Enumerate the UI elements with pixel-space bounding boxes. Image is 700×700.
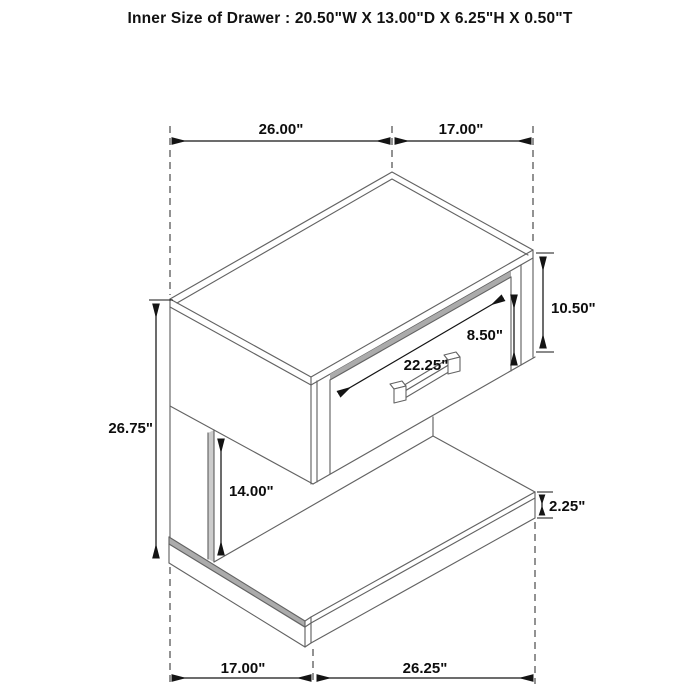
side-support-panel — [170, 406, 214, 562]
cabinet-left-face — [170, 299, 313, 484]
dim-base-thickness — [537, 492, 585, 518]
dim-top-width — [172, 121, 390, 141]
nightstand-drawing — [169, 172, 535, 647]
dim-drawer-front-height-label: 8.50" — [466, 327, 503, 344]
dim-shelf-clearance — [221, 439, 274, 555]
page-title: Inner Size of Drawer : 20.50"W X 13.00"D X 6.25"H X 0.50"T — [127, 10, 573, 27]
handle-right-post-front — [448, 357, 460, 374]
dim-base-front-width — [317, 660, 533, 678]
dim-cabinet-height-label: 10.50" — [551, 300, 596, 317]
dim-base-side-depth — [172, 660, 311, 678]
dim-top-depth-label: 17.00" — [438, 121, 484, 138]
dim-overall-height-label: 26.75" — [108, 420, 153, 437]
cabinet-top-bevel — [177, 179, 528, 303]
base-edge-band — [169, 498, 535, 627]
side-panel-edge-shading — [208, 430, 214, 562]
dim-base-thickness-label: 2.25" — [549, 498, 586, 515]
dim-shelf-clearance-label: 14.00" — [229, 483, 274, 500]
dim-top-depth — [395, 121, 531, 141]
dim-overall-height — [108, 300, 173, 558]
base-bottom-edges — [169, 518, 535, 647]
handle-left-post-front — [394, 386, 406, 403]
base-platform — [169, 436, 535, 647]
dim-drawer-face-width-label: 22.25" — [403, 357, 449, 374]
dim-cabinet-height — [536, 253, 596, 352]
dim-top-width-label: 26.00" — [258, 121, 304, 138]
dim-base-side-depth-label: 17.00" — [220, 660, 266, 677]
dim-base-front-width-label: 26.25" — [402, 660, 448, 677]
base-top-back-edge — [433, 436, 535, 492]
